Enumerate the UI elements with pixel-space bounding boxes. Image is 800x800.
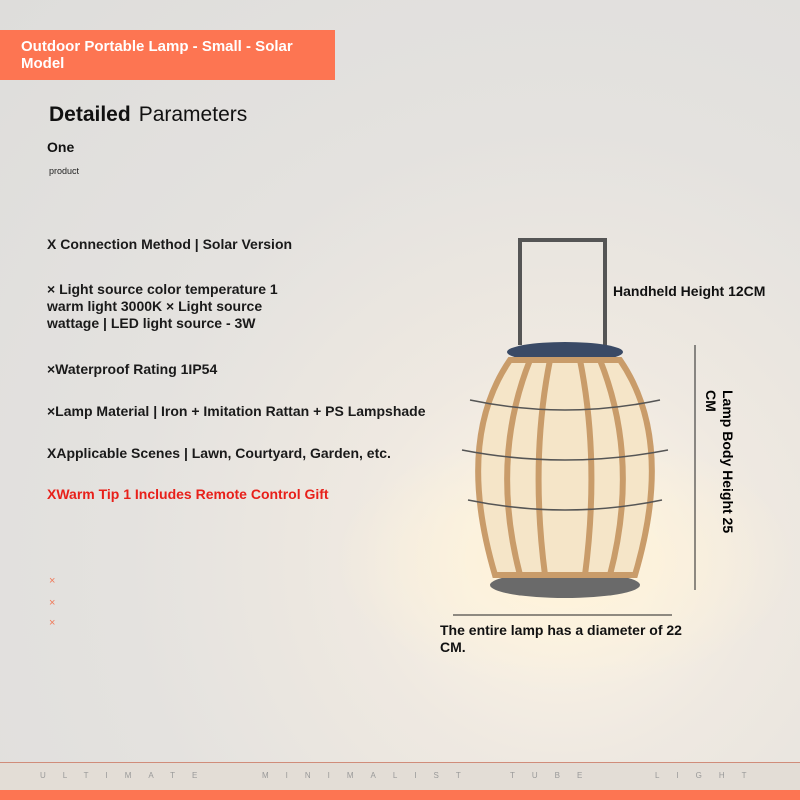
- mark: ×: [49, 575, 56, 587]
- title-bold: Detailed: [49, 103, 131, 126]
- spec-waterproof: ×Waterproof Rating 1IP54: [47, 361, 218, 377]
- spec-connection: X Connection Method | Solar Version: [47, 236, 293, 252]
- footer-bar: [0, 790, 800, 800]
- body-height-label: Lamp Body Height 25 CM: [703, 390, 736, 534]
- spec-light: × Light source color temperature 1 warm light 3000K × Light source wattage | LED light source - 3W: [47, 281, 278, 331]
- title-rest: Parameters: [138, 103, 248, 126]
- spec-warm-tip: XWarm Tip 1 Includes Remote Control Gift: [47, 486, 329, 502]
- tagline-word: LIGHT: [655, 771, 764, 780]
- spec-material: ×Lamp Material | Iron + Imitation Rattan + PS Lampshade: [47, 403, 426, 419]
- tagline-strip: [0, 762, 800, 790]
- tagline-word: TUBE: [510, 771, 600, 780]
- tagline-word: ULTIMATE: [40, 771, 215, 780]
- mark: ×: [49, 617, 56, 629]
- mark: ×: [49, 597, 56, 609]
- tagline-word: MINIMALIST: [262, 771, 478, 780]
- subtitle-small: product: [49, 166, 80, 176]
- handle-icon: [520, 240, 605, 345]
- product-banner: Outdoor Portable Lamp - Small - Solar Model: [0, 30, 335, 80]
- diameter-label: The entire lamp has a diameter of 22 CM.: [440, 622, 682, 655]
- handle-height-label: Handheld Height 12CM: [613, 283, 766, 299]
- subtitle: One: [47, 139, 75, 155]
- spec-scenes: XApplicable Scenes | Lawn, Courtyard, Garden, etc.: [47, 445, 391, 461]
